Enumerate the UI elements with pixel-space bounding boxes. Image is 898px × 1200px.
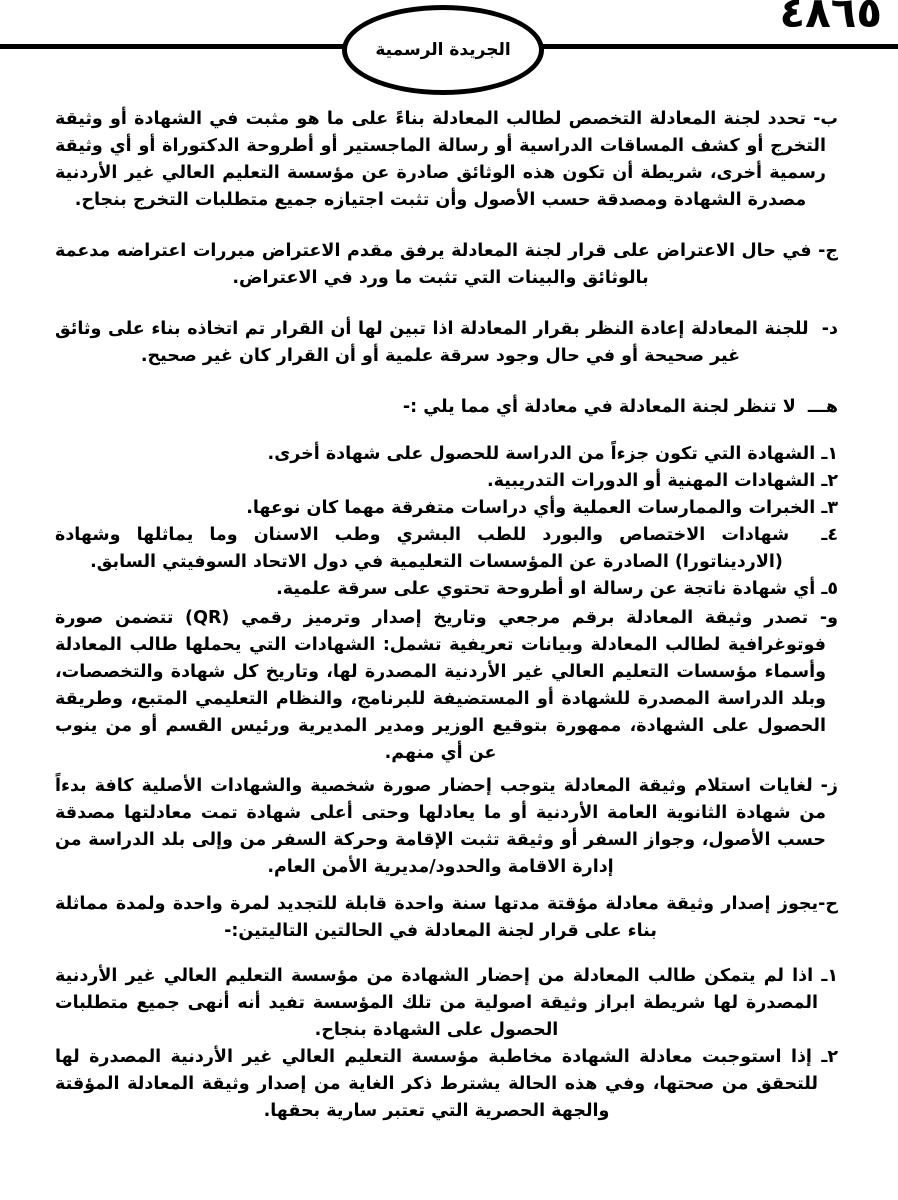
clause-ha-heading: هـــ لا تنظر لجنة المعادلة في معادلة أي مما يلي :- xyxy=(402,397,838,417)
document-body xyxy=(0,96,898,1125)
page-number: ٤٨٦٥ xyxy=(779,0,882,37)
clause-hha: ح-يجوز إصدار وثيقة معادلة مؤقتة مدتها سنة واحدة قابلة للتجديد لمرة واحدة ولمدة مماثلة بناء على قرار لجنة المعادلة في الحالتين التاليتين:- xyxy=(55,894,838,941)
excluded-item-5: ٥ـ أي شهادة ناتجة عن رسالة او أطروحة تحتوي على سرقة علمية. xyxy=(276,579,838,599)
temporary-item-1: ١ـ اذا لم يتمكن طالب المعادلة من إحضار الشهادة من مؤسسة التعليم العالي غير الأردنية المصدرة لها شريطة ابراز وثيقة اصولية من تلك المؤسسة تفيد أنه أنهى جميع متطلبات الحصول على الشهادة بنجاح. xyxy=(55,966,838,1040)
page-header xyxy=(0,0,898,96)
clause-jeem: ج- في حال الاعتراض على قرار لجنة المعادلة يرفق مقدم الاعتراض مبررات اعتراضه مدعمة بالوثائق والبينات التي تثبت ما ورد في الاعتراض. xyxy=(55,241,838,288)
clause-zain: ز- لغايات استلام وثيقة المعادلة يتوجب إحضار صورة شخصية والشهادات الأصلية كافة بدءاً من شهادة الثانوية العامة الأردنية أو ما يعادلها وحتى أعلى شهادة تمت معادلتها مصدقة حسب الأصول، وجواز السفر أو وثيقة تثبت الإقامة وحركة السفر من وإلى بلد الدراسة من إدارة الاقامة والحدود/مديرية الأمن العام. xyxy=(55,776,838,877)
excluded-item-1: ١ـ الشهادة التي تكون جزءاً من الدراسة للحصول على شهادة أخرى. xyxy=(267,444,838,464)
temporary-item-2: ٢ـ إذا استوجبت معادلة الشهادة مخاطبة مؤسسة التعليم العالي غير الأردنية المصدرة لها للتحقق من صحتها، وفي هذه الحالة يشترط ذكر الغاية من إصدار وثيقة المعادلة المؤقتة والجهة الحصرية التي تعتبر سارية بحقها. xyxy=(55,1047,838,1121)
clause-b: ب- تحدد لجنة المعادلة التخصص لطالب المعادلة بناءً على ما هو مثبت في الشهادة أو وثيقة التخرج أو كشف المساقات الدراسية أو رسالة الماجستير أو أطروحة الدكتوراة أو أي وثيقة رسمية أخرى، شريطة أن تكون هذه الوثائق صادرة عن مؤسسة التعليم العالي غير الأردنية مصدرة الشهادة ومصدقة حسب الأصول وأن تثبت اجتيازه جميع متطلبات التخرج بنجاح. xyxy=(55,109,838,210)
gazette-title: الجريدة الرسمية xyxy=(375,40,511,60)
clause-dal: د- للجنة المعادلة إعادة النظر بقرار المعادلة اذا تبين لها أن القرار تم اتخاذه بناء على وثائق غير صحيحة أو في حال وجود سرقة علمية أو أن القرار كان غير صحيح. xyxy=(55,319,838,366)
excluded-item-3: ٣ـ الخبرات والممارسات العملية وأي دراسات متفرقة مهما كان نوعها. xyxy=(246,498,838,518)
clause-waw: و- تصدر وثيقة المعادلة برقم مرجعي وتاريخ إصدار وترميز رقمي (QR) تتضمن صورة فوتوغرافية لطالب المعادلة وبيانات تعريفية تشمل: الشهادات التي يحملها طالب المعادلة وأسماء مؤسسات التعليم العالي غير الأردنية المصدرة لها، وتاريخ كل شهادة والتخصصات، وبلد الدراسة المصدرة للشهادة أو المستضيفة للبرنامج، والنظام التعليمي المتبع، وطريقة الحصول على الشهادة، ممهورة بتوقيع الوزير ومدير المديرية ورئيس القسم أو من ينوب عن أي منهم. xyxy=(55,608,838,763)
gazette-seal xyxy=(342,5,544,95)
excluded-item-2: ٢ـ الشهادات المهنية أو الدورات التدريبية. xyxy=(486,471,838,491)
excluded-item-4: ٤ـ شهادات الاختصاص والبورد للطب البشري وطب الاسنان وما يماثلها وشهادة (الارديناتورا) الصادرة عن المؤسسات التعليمية في دول الاتحاد السوفيتي السابق. xyxy=(55,525,838,572)
